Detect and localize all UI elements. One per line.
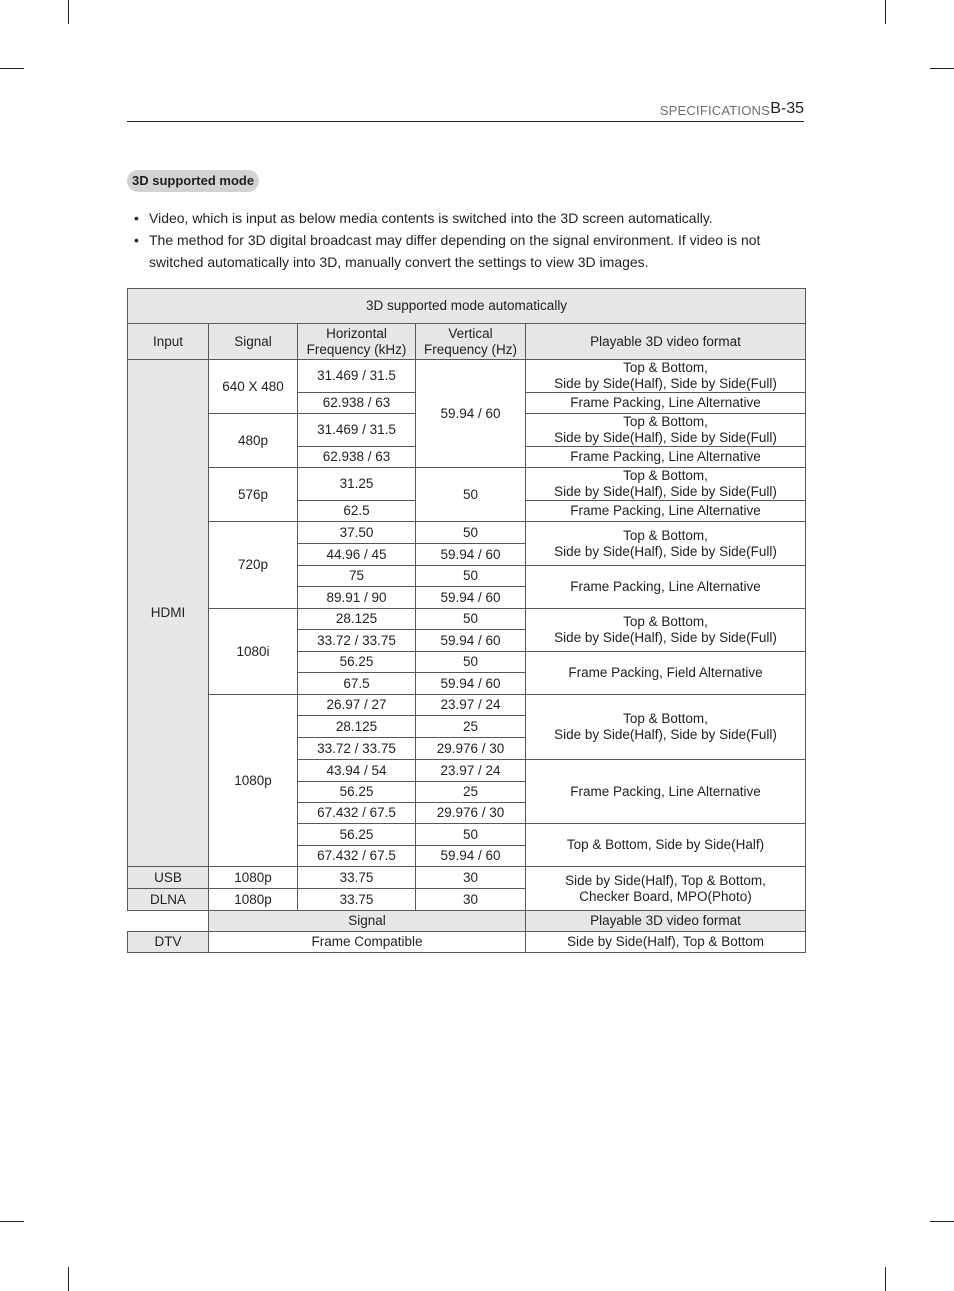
- bullet-item: • The method for 3D digital broadcast may differ depending on the signal environment. If video is not switched automatically into 3D, manually convert the settings to view 3D images.: [134, 229, 806, 273]
- vfreq-cell: 50: [416, 522, 526, 544]
- bullet-list: [134, 207, 806, 273]
- signal-cell: 1080p: [209, 695, 298, 867]
- input-dtv: DTV: [128, 932, 209, 953]
- hfreq-cell: 33.72 / 33.75: [298, 630, 416, 652]
- vfreq-cell: 59.94 / 60: [416, 544, 526, 566]
- section-label: SPECIFICATIONS: [659, 103, 770, 118]
- vfreq-cell: 59.94 / 60: [416, 630, 526, 652]
- format-cell: Frame Packing, Line Alternative: [526, 501, 806, 522]
- format-cell: Frame Packing, Field Alternative: [526, 652, 806, 695]
- header-hfreq: [298, 324, 416, 360]
- hfreq-cell: 28.125: [298, 609, 416, 630]
- input-dlna: DLNA: [128, 889, 209, 911]
- section-title: 3D supported mode: [127, 170, 259, 192]
- format-line: Side by Side(Half), Side by Side(Full): [554, 484, 777, 499]
- input-usb: USB: [128, 867, 209, 889]
- format-line: Side by Side(Half), Top & Bottom,: [565, 872, 766, 888]
- hfreq-cell: 67.432 / 67.5: [298, 846, 416, 867]
- format-line: Side by Side(Half), Side by Side(Full): [554, 430, 777, 445]
- hfreq-cell: 62.938 / 63: [298, 393, 416, 414]
- header-vfreq-line: Vertical: [448, 325, 493, 341]
- format-cell: Top & Bottom, Side by Side(Half): [526, 824, 806, 867]
- hfreq-cell: 56.25: [298, 782, 416, 803]
- vfreq-cell: 23.97 / 24: [416, 760, 526, 782]
- dtv-header-format: Playable 3D video format: [526, 911, 806, 932]
- crop-mark: [930, 68, 954, 69]
- format-cell: Frame Packing, Line Alternative: [526, 760, 806, 824]
- vfreq-cell: 59.94 / 60: [416, 846, 526, 867]
- signal-cell: 480p: [209, 414, 298, 468]
- crop-mark: [68, 1267, 69, 1291]
- hfreq-cell: 33.75: [298, 867, 416, 889]
- hfreq-cell: 31.469 / 31.5: [298, 360, 416, 393]
- format-cell: [526, 468, 806, 501]
- signal-cell: Frame Compatible: [209, 932, 526, 953]
- format-line: Side by Side(Half), Side by Side(Full): [554, 630, 777, 645]
- format-cell: [526, 360, 806, 393]
- vfreq-cell: 50: [416, 566, 526, 587]
- hfreq-cell: 33.75: [298, 889, 416, 911]
- format-cell: [526, 867, 806, 911]
- hfreq-cell: 75: [298, 566, 416, 587]
- vfreq-cell: 59.94 / 60: [416, 587, 526, 609]
- hfreq-cell: 56.25: [298, 824, 416, 846]
- format-cell: Frame Packing, Line Alternative: [526, 566, 806, 609]
- format-line: Top & Bottom,: [623, 414, 708, 429]
- format-cell: [526, 695, 806, 760]
- header-hfreq-line: Horizontal: [326, 325, 387, 341]
- hfreq-cell: 67.432 / 67.5: [298, 803, 416, 824]
- vfreq-cell: 29.976 / 30: [416, 738, 526, 760]
- vfreq-cell: 23.97 / 24: [416, 695, 526, 716]
- bullet-item: • Video, which is input as below media contents is switched into the 3D screen automatically.: [134, 207, 806, 229]
- vfreq-cell: 30: [416, 867, 526, 889]
- format-line: Top & Bottom,: [623, 711, 708, 726]
- format-cell: Frame Packing, Line Alternative: [526, 393, 806, 414]
- page-number: B-35: [770, 100, 804, 117]
- header-hfreq-line: Frequency (kHz): [306, 341, 407, 357]
- vfreq-cell: 25: [416, 716, 526, 738]
- hfreq-cell: 26.97 / 27: [298, 695, 416, 716]
- vfreq-cell: 30: [416, 889, 526, 911]
- format-cell: [526, 522, 806, 566]
- crop-mark: [68, 0, 69, 24]
- crop-mark: [885, 0, 886, 24]
- vfreq-cell: 50: [416, 652, 526, 673]
- header-signal: Signal: [209, 324, 298, 360]
- hfreq-cell: 67.5: [298, 673, 416, 695]
- hfreq-cell: 62.938 / 63: [298, 447, 416, 468]
- signal-cell: 640 X 480: [209, 360, 298, 414]
- signal-cell: 1080p: [209, 867, 298, 889]
- format-cell: Frame Packing, Line Alternative: [526, 447, 806, 468]
- hfreq-cell: 31.469 / 31.5: [298, 414, 416, 447]
- vfreq-cell: 50: [416, 609, 526, 630]
- hfreq-cell: 33.72 / 33.75: [298, 738, 416, 760]
- vfreq-cell: 25: [416, 782, 526, 803]
- header-vfreq-line: Frequency (Hz): [423, 341, 518, 357]
- format-cell: Side by Side(Half), Top & Bottom: [526, 932, 806, 953]
- hfreq-cell: 37.50: [298, 522, 416, 544]
- format-line: Top & Bottom,: [623, 360, 708, 375]
- empty-cell: [128, 911, 209, 932]
- crop-mark: [930, 1221, 954, 1222]
- format-line: Checker Board, MPO(Photo): [579, 888, 752, 904]
- crop-mark: [0, 68, 24, 69]
- format-line: Side by Side(Half), Side by Side(Full): [554, 543, 777, 559]
- signal-cell: 576p: [209, 468, 298, 522]
- hfreq-cell: 89.91 / 90: [298, 587, 416, 609]
- vfreq-cell: 59.94 / 60: [416, 673, 526, 695]
- hfreq-cell: 28.125: [298, 716, 416, 738]
- hfreq-cell: 56.25: [298, 652, 416, 673]
- header-input: Input: [128, 324, 209, 360]
- vfreq-cell: 59.94 / 60: [416, 360, 526, 468]
- dtv-header-signal: Signal: [209, 911, 526, 932]
- page-header: [127, 100, 804, 122]
- vfreq-cell: 50: [416, 468, 526, 522]
- table-caption: 3D supported mode automatically: [128, 289, 806, 324]
- format-line: Top & Bottom,: [623, 527, 708, 543]
- format-cell: [526, 414, 806, 447]
- format-line: Top & Bottom,: [623, 614, 708, 629]
- hfreq-cell: 31.25: [298, 468, 416, 501]
- signal-cell: 720p: [209, 522, 298, 609]
- input-hdmi: HDMI: [128, 360, 209, 867]
- header-vfreq: [416, 324, 526, 360]
- vfreq-cell: 50: [416, 824, 526, 846]
- format-line: Side by Side(Half), Side by Side(Full): [554, 727, 777, 742]
- 3d-mode-table: [127, 288, 806, 953]
- hfreq-cell: 62.5: [298, 501, 416, 522]
- header-format: Playable 3D video format: [526, 324, 806, 360]
- format-cell: [526, 609, 806, 652]
- crop-mark: [0, 1221, 24, 1222]
- format-line: Top & Bottom,: [623, 468, 708, 483]
- format-line: Side by Side(Half), Side by Side(Full): [554, 376, 777, 391]
- signal-cell: 1080p: [209, 889, 298, 911]
- hfreq-cell: 43.94 / 54: [298, 760, 416, 782]
- vfreq-cell: 29.976 / 30: [416, 803, 526, 824]
- signal-cell: 1080i: [209, 609, 298, 695]
- crop-mark: [885, 1267, 886, 1291]
- hfreq-cell: 44.96 / 45: [298, 544, 416, 566]
